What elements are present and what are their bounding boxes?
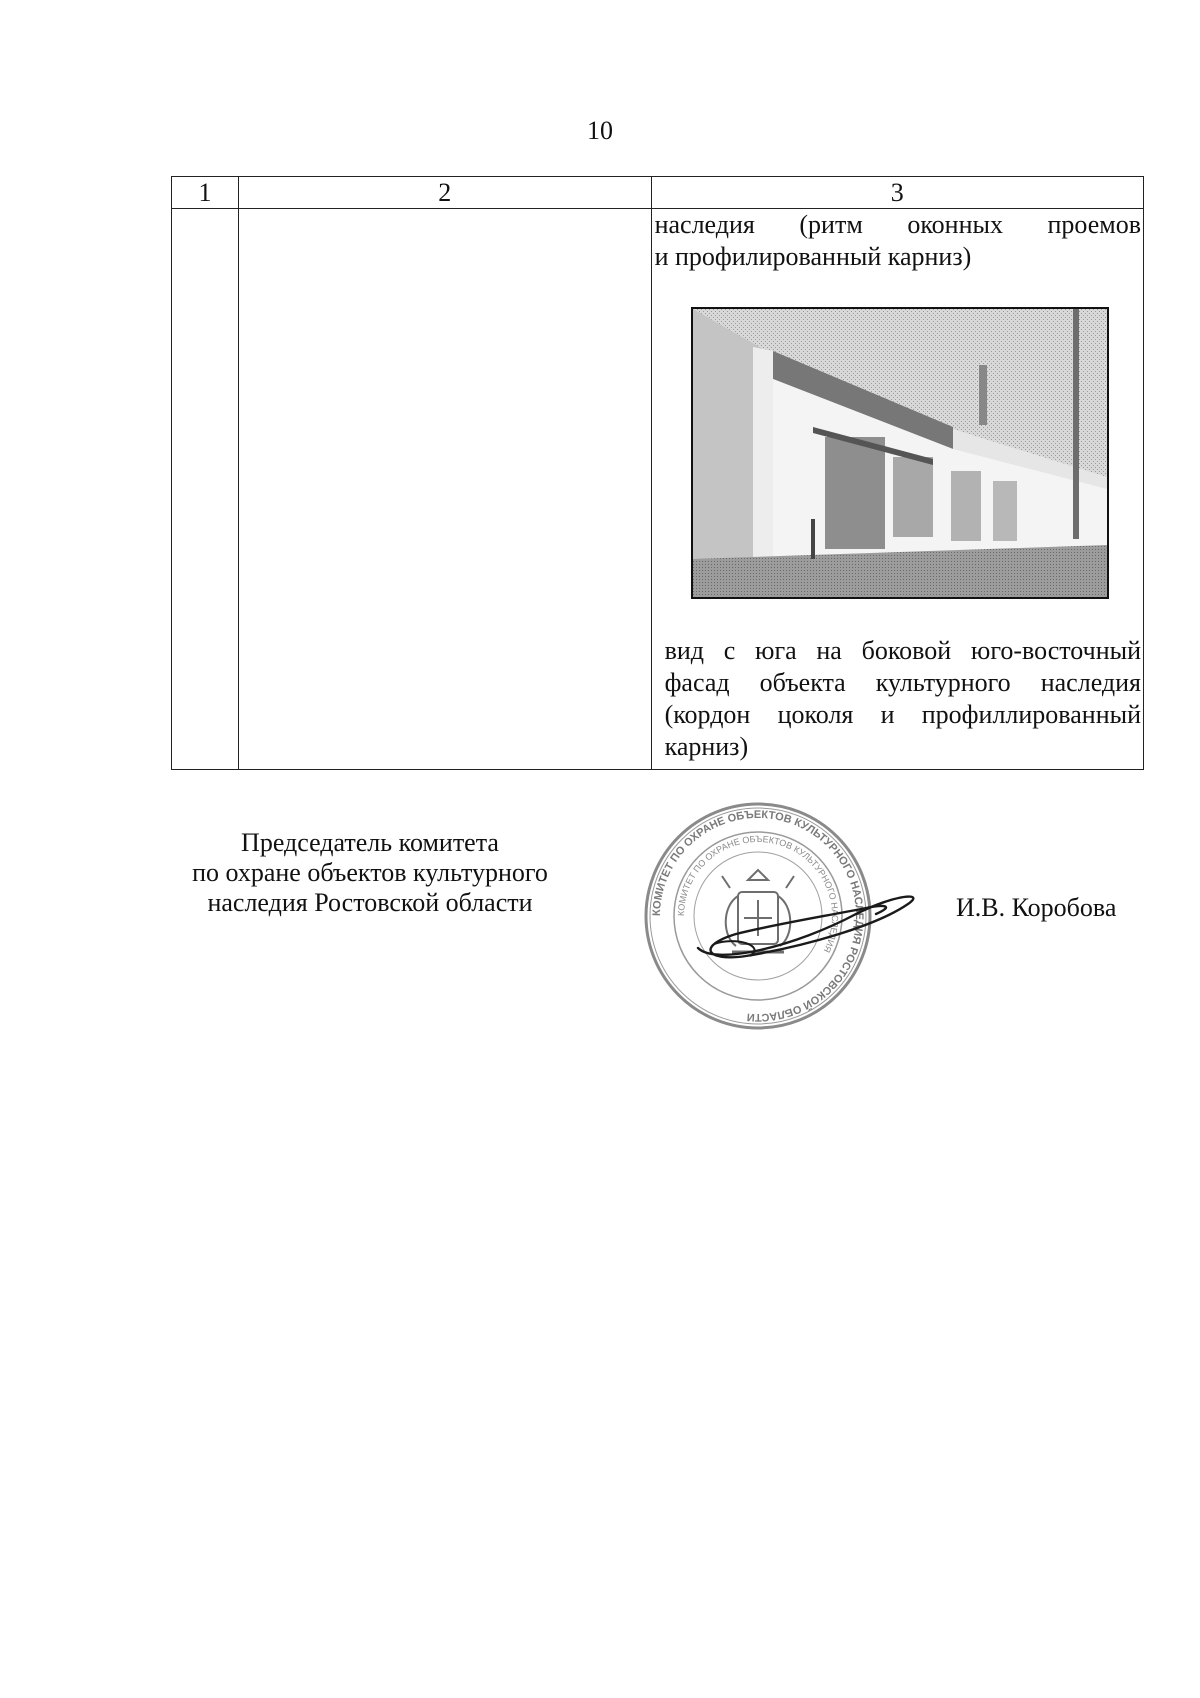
header-col-2: 2 (239, 177, 652, 209)
table-header-row (172, 177, 1144, 209)
signatory-title (150, 828, 590, 918)
header-col-3: 3 (651, 177, 1143, 209)
table-row (172, 209, 1144, 770)
caption-line-4: карниз) (664, 732, 749, 761)
photo-caption (665, 635, 1141, 763)
description-line-2: и профилированный карниз) (654, 242, 972, 271)
description-line-1: наследия (ритм оконных проемов (654, 210, 1141, 239)
row-col-1 (172, 209, 239, 770)
facade-photo (691, 307, 1109, 599)
signatory-title-line-2: по охране объектов культурного (192, 858, 548, 887)
official-stamp (626, 796, 946, 1036)
header-col-1: 1 (172, 177, 239, 209)
row-col-2 (239, 209, 652, 770)
handwritten-signature (698, 897, 913, 958)
building-photo-image (693, 309, 1107, 597)
coat-of-arms-icon (722, 870, 794, 952)
caption-line-2: фасад объекта культурного наследия (664, 668, 1141, 697)
signatory-title-line-1: Председатель комитета (241, 828, 499, 857)
stamp-seal (646, 804, 870, 1028)
page-number: 10 (587, 116, 613, 145)
caption-line-1: вид с юга на боковой юго-восточный (664, 636, 1141, 665)
document-table (171, 176, 1144, 770)
row-col-3 (651, 209, 1143, 770)
caption-line-3: (кордон цоколя и профиллированный (664, 700, 1141, 729)
stamp-inner-text: КОМИТЕТ ПО ОХРАНЕ ОБЪЕКТОВ КУЛЬТУРНОГО НАСЛЕДИЯ (675, 833, 841, 955)
signer-name: И.В. Коробова (956, 893, 1117, 922)
stamp-outer-text: КОМИТЕТ ПО ОХРАНЕ ОБЪЕКТОВ КУЛЬТУРНОГО НАСЛЕДИЯ РОСТОВСКОЙ ОБЛАСТИ (650, 808, 866, 1024)
signatory-title-line-3: наследия Ростовской области (207, 888, 533, 917)
